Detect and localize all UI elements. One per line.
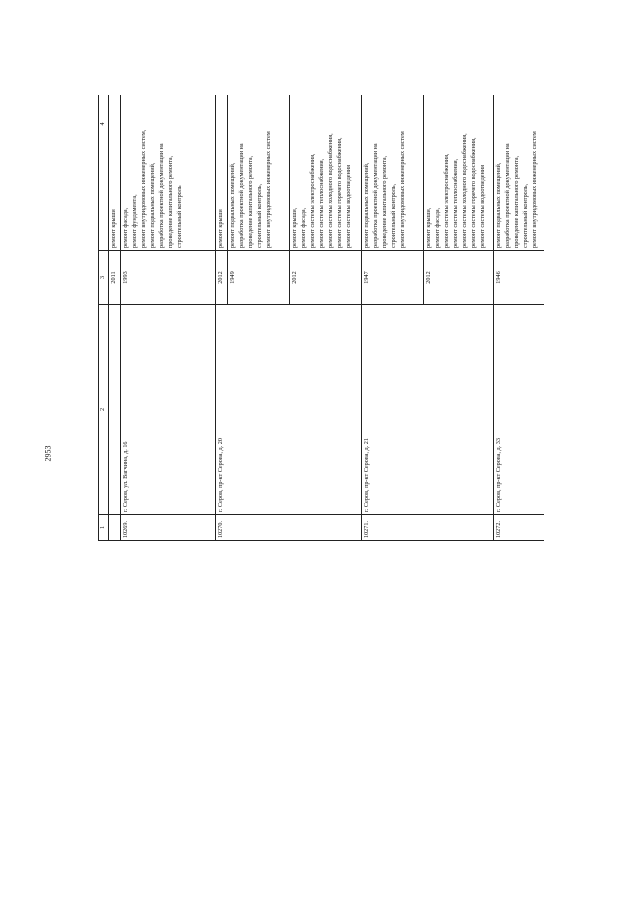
works-cell xyxy=(215,95,227,251)
works-cell xyxy=(120,95,215,251)
address-cell: г. Серов, пр-кт Серова, д. 33 xyxy=(493,305,544,515)
work-item: ремонт системы электроснабжения, xyxy=(442,153,450,248)
work-item: разработка проектной документации на xyxy=(503,143,511,248)
work-item: строительный контроль, xyxy=(521,183,529,248)
work-item: ремонт системы водоотведения xyxy=(344,165,352,248)
work-item: ремонт подвальных помещений, xyxy=(148,162,156,248)
work-item: ремонт подвальных помещений, xyxy=(362,162,370,248)
work-item: проведение капитального ремонта, xyxy=(246,155,254,248)
work-item: ремонт подвальных помещений, xyxy=(228,162,236,248)
table-container xyxy=(98,95,544,842)
table-body xyxy=(108,95,544,541)
work-item: ремонт фасада, xyxy=(121,207,129,248)
table-row xyxy=(493,95,544,541)
column-header-1: 1 xyxy=(99,515,109,541)
work-item: проведение капитального ремонта, xyxy=(380,155,388,248)
work-item: проведение капитального ремонта, xyxy=(512,155,520,248)
work-item: ремонт системы теплоснабжения, xyxy=(317,158,325,248)
work-item: строительный контроль, xyxy=(389,183,397,248)
page-number: 2953 xyxy=(43,445,53,462)
work-item: ремонт системы водоотведения xyxy=(478,165,486,248)
row-number: 10271. xyxy=(361,515,493,541)
year-cell: 2012 xyxy=(215,251,227,305)
column-header-4: 4 xyxy=(99,95,109,251)
year-cell: 2011 xyxy=(108,251,120,305)
column-header-3: 3 xyxy=(99,251,109,305)
works-cell xyxy=(227,95,289,251)
row-number: 10270. xyxy=(215,515,361,541)
work-item: строительный контроль, xyxy=(255,183,263,248)
address-cell: г. Серов, ул. Вагчина, д. 16 xyxy=(120,305,215,515)
works-cell: ремонт крыши xyxy=(108,95,120,251)
year-cell: 1946 xyxy=(493,251,544,305)
work-item: ремонт системы теплоснабжения, xyxy=(451,158,459,248)
work-item: ремонт внутридомовых инженерных систем, xyxy=(139,129,147,248)
work-item: ремонт крыши, xyxy=(290,207,298,248)
header-row xyxy=(99,95,109,541)
repair-schedule-table xyxy=(98,95,544,541)
work-item: ремонт подвальных помещений, xyxy=(494,162,502,248)
work-item: ремонт крыши xyxy=(216,209,224,248)
table-row xyxy=(361,95,423,541)
year-cell: 1993 xyxy=(120,251,215,305)
work-item: ремонт системы горячего водоснабжения, xyxy=(469,137,477,248)
address-cell: г. Серов, пр-кт Серова, д. 20 xyxy=(215,305,361,515)
address-cell xyxy=(108,305,120,515)
work-item: ремонт системы холодного водоснабжения, xyxy=(460,133,468,248)
work-item: ремонт фасада, xyxy=(433,207,441,248)
year-cell: 1949 xyxy=(227,251,289,305)
address-cell: г. Серов, пр-кт Серова, д. 21 xyxy=(361,305,493,515)
id-cell xyxy=(108,515,120,541)
work-item: ремонт внутридомовых инженерных систем xyxy=(264,131,272,248)
row-number: 10269. xyxy=(120,515,215,541)
year-cell: 2012 xyxy=(423,251,493,305)
works-cell xyxy=(289,95,361,251)
column-header-2: 2 xyxy=(99,305,109,515)
work-item: разработка проектной документации на xyxy=(157,143,165,248)
work-item: ремонт крыши, xyxy=(424,207,432,248)
work-item: разработка проектной документации на xyxy=(371,143,379,248)
work-item: ремонт внутридомовых инженерных систем xyxy=(398,131,406,248)
work-item: строительный контроль xyxy=(175,185,183,248)
work-item: ремонт системы электроснабжения, xyxy=(308,153,316,248)
works-cell xyxy=(493,95,544,251)
work-item: ремонт внутридомовых инженерных систем xyxy=(530,131,538,248)
year-cell: 1947 xyxy=(361,251,423,305)
work-item: ремонт фундамента, xyxy=(130,194,138,248)
table-row-continuation xyxy=(108,95,120,541)
table-row xyxy=(215,95,227,541)
year-cell: 2012 xyxy=(289,251,361,305)
table-row xyxy=(120,95,215,541)
work-item: ремонт системы горячего водоснабжения, xyxy=(335,137,343,248)
works-cell xyxy=(423,95,493,251)
work-item: ремонт системы холодного водоснабжения, xyxy=(326,133,334,248)
work-item: проведение капитального ремонта, xyxy=(166,155,174,248)
row-number: 10272. xyxy=(493,515,544,541)
work-item: ремонт фасада, xyxy=(299,207,307,248)
work-item: разработка проектной документации на xyxy=(237,143,245,248)
works-cell xyxy=(361,95,423,251)
